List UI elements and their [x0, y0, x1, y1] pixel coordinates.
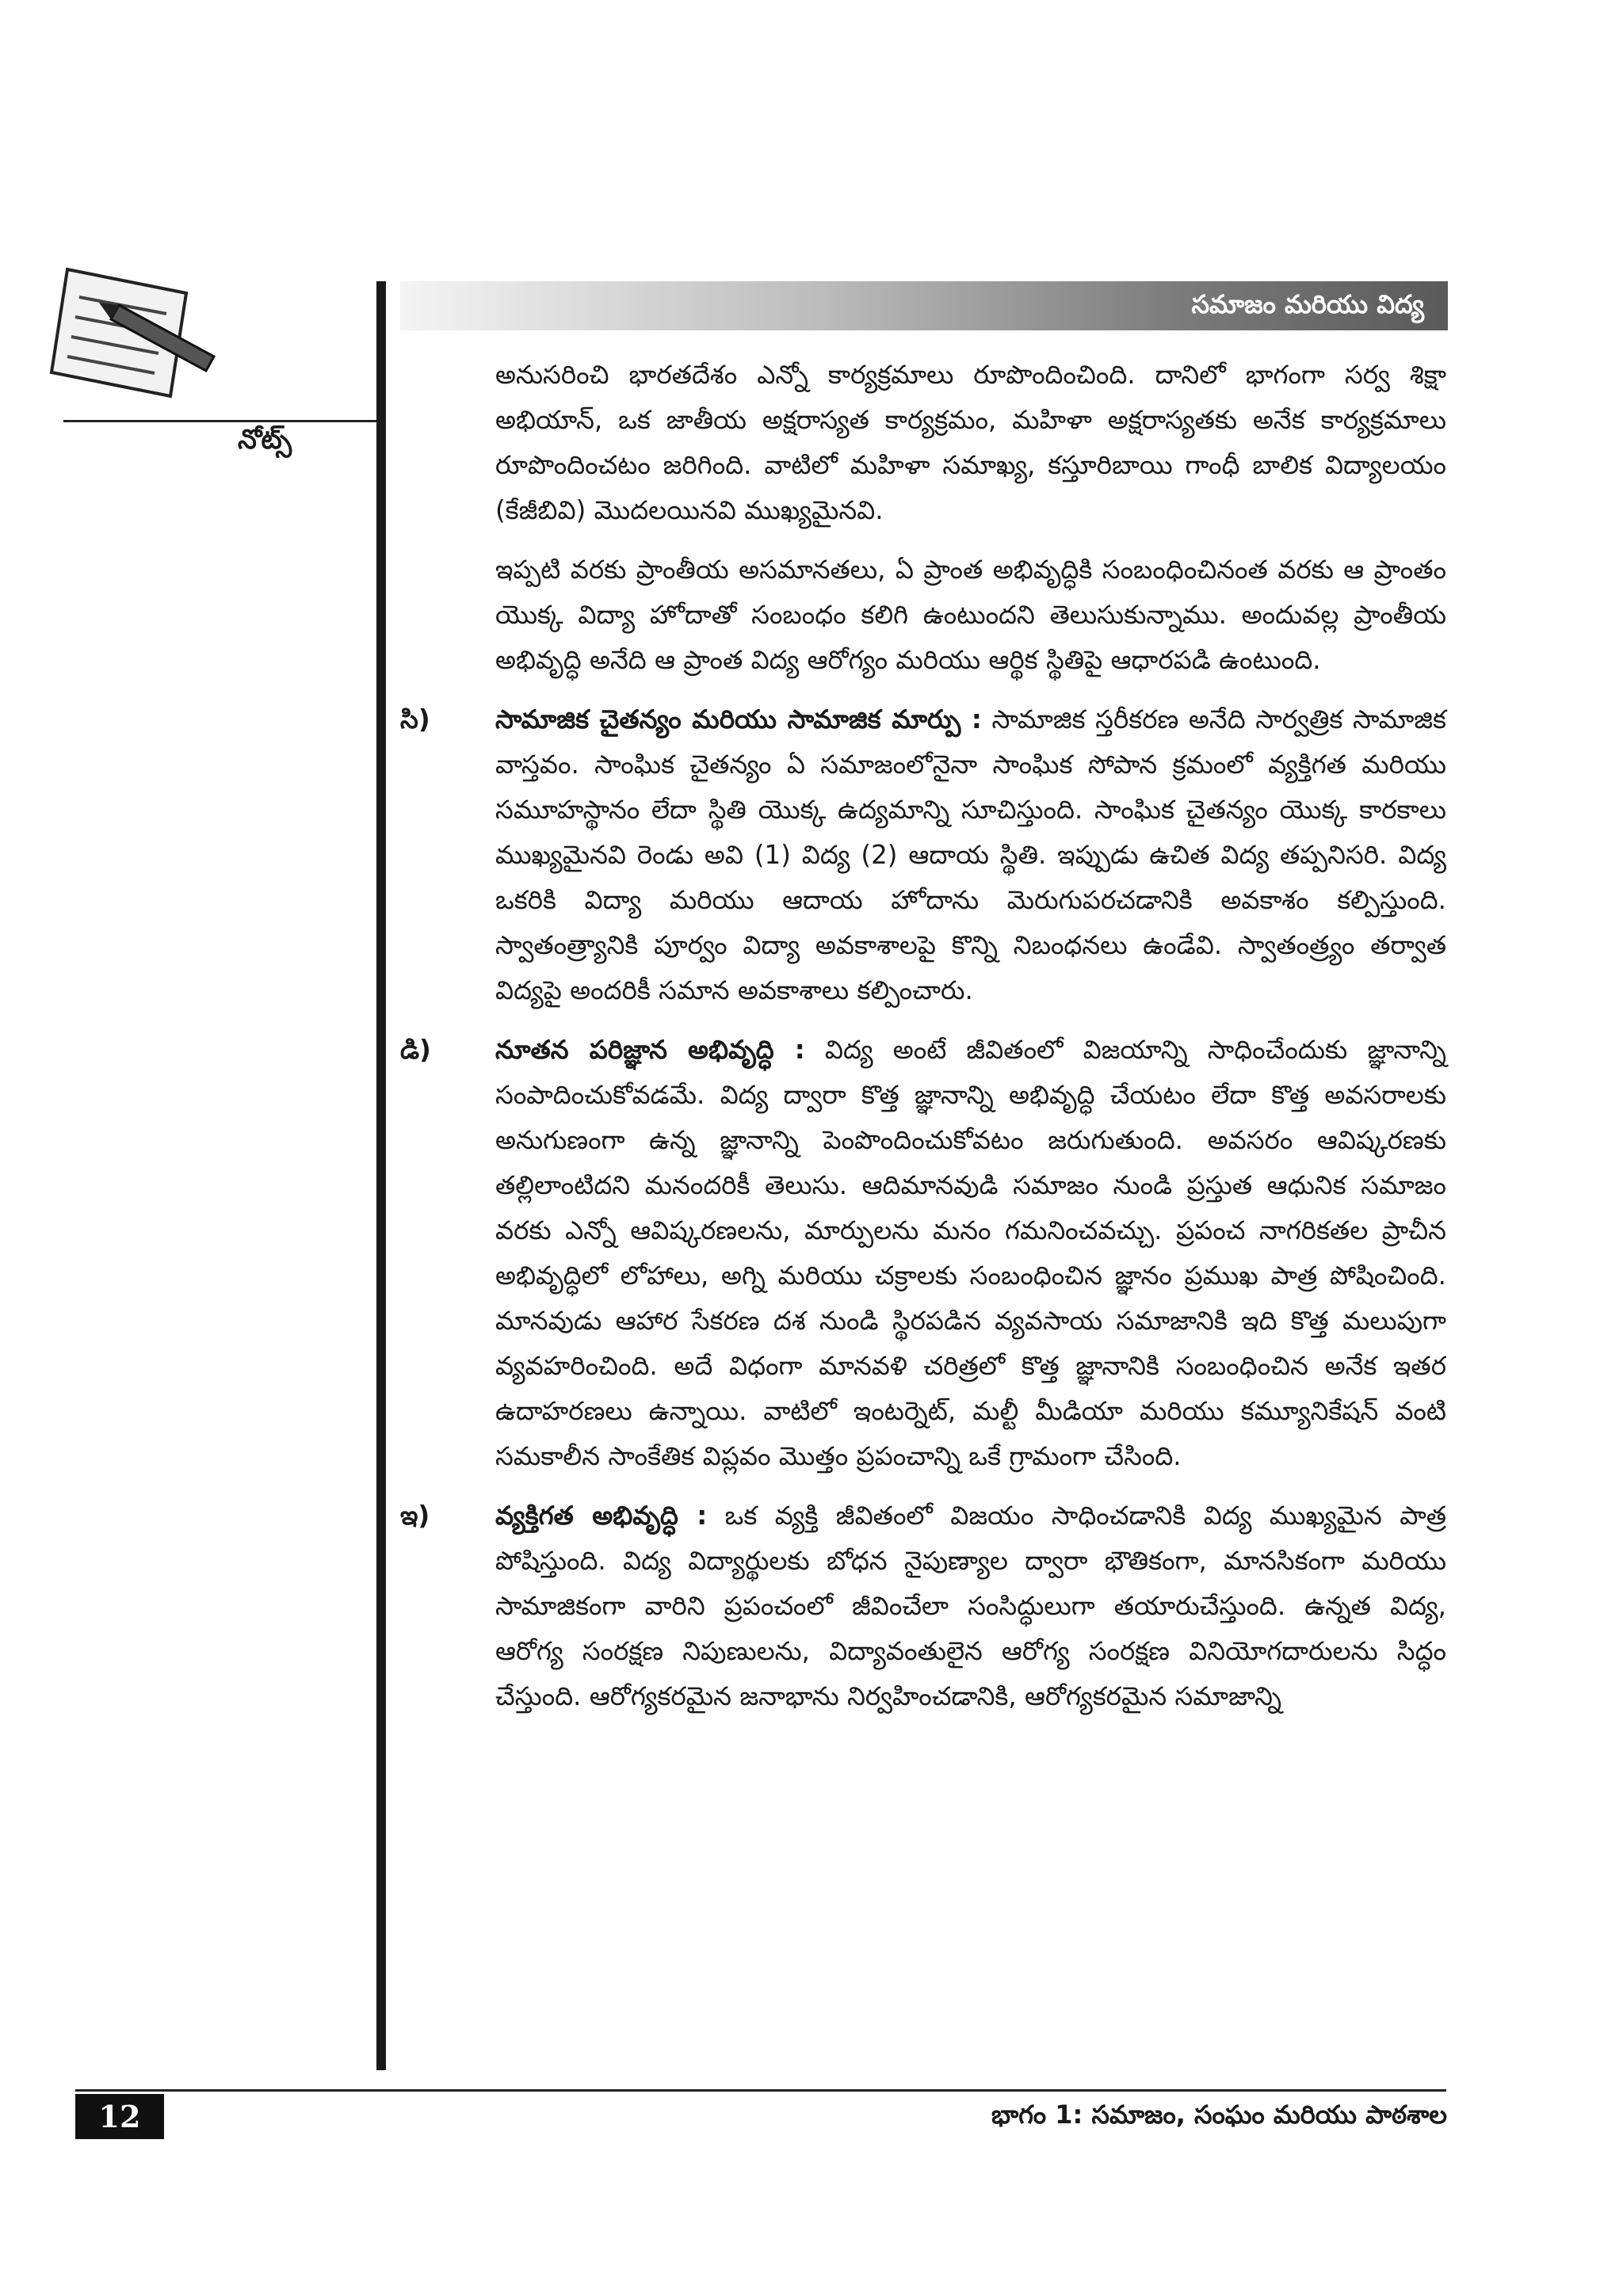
- notes-label: నోట్స్: [238, 424, 292, 456]
- list-text: విద్య అంటే జీవితంలో విజయాన్ని సాధించేందుకు జ్ఞానాన్ని సంపాదించుకోవడమే. విద్య ద్వారా కొత్త జ్ఞానాన్ని అభివృద్ధి చేయటం లేదా కొత్త అవసరాలకు అనుగుణంగా ఉన్న జ్ఞానాన్ని పెంపొందించుకోవటం జరుగుతుంది. అవసరం ఆవిష్కరణకు తల్లిలాంటిదని మనందరికీ తెలుసు. ఆదిమానవుడి సమాజం నుండి ప్రస్తుత ఆధునిక సమాజం వరకు ఎన్నో ఆవిష్కరణలను, మార్పులను మనం గమనించవచ్చు. ప్రపంచ నాగరికతల ప్రాచీన అభివృద్ధిలో లోహాలు, అగ్ని మరియు చక్రాలకు సంబంధించిన జ్ఞానం ప్రముఖ పాత్ర పోషించింది. మానవుడు ఆహార సేకరణ దశ నుండి స్థిరపడిన వ్యవసాయ సమాజానికి ఇది కొత్త మలుపుగా వ్యవహరించింది. అదే విధంగా మానవళి చరిత్రలో కొత్త జ్ఞానానికి సంబంధించిన అనేక ఇతర ఉదాహరణలు ఉన్నాయి. వాటిలో ఇంటర్నెట్, మల్టీ మీడియా మరియు కమ్యూనికేషన్ వంటి సమకాలీన సాంకేతిక విప్లవం మొత్తం ప్రపంచాన్ని ఒకే గ్రామంగా చేసింది.: [495, 1035, 1446, 1471]
- margin-divider: [376, 281, 386, 2070]
- list-text: ఒక వ్యక్తి జీవితంలో విజయం సాధించడానికి విద్య ముఖ్యమైన పాత్ర పోషిస్తుంది. విద్య విద్యార్థులకు బోధన నైపుణ్యాల ద్వారా భౌతికంగా, మానసికంగా మరియు సామాజికంగా వారిని ప్రపంచంలో జీవించేలా సంసిద్ధులుగా తయారుచేస్తుంది. ఉన్నత విద్య, ఆరోగ్య సంరక్షణ నిపుణులను, విద్యావంతులైన ఆరోగ్య సంరక్షణ వినియోగదారులను సిద్ధం చేస్తుంది. ఆరోగ్యకరమైన జనాభాను నిర్వహించడానికి, ఆరోగ్యకరమైన సమాజాన్ని: [495, 1501, 1446, 1711]
- paragraph: ఇప్పటి వరకు ప్రాంతీయ అసమానతలు, ఏ ప్రాంత అభివృద్ధికి సంబంధించినంత వరకు ఆ ప్రాంతం యొక్క విద్యా హోదాతో సంబంధం కలిగి ఉంటుందని తెలుసుకున్నాము. అందువల్ల ప్రాంతీయ అభివృద్ధి అనేది ఆ ప్రాంత విద్య ఆరోగ్యం మరియు ఆర్థిక స్థితిపై ఆధారపడి ఉంటుంది.: [495, 555, 1446, 675]
- main-content: [400, 353, 1446, 1733]
- notes-pencil-icon: [44, 261, 234, 404]
- list-item: [400, 1028, 1446, 1479]
- footer-title: భాగం 1: సమాజం, సంఘం మరియు పాఠశాల: [991, 2100, 1447, 2130]
- header-bar: [400, 281, 1448, 330]
- list-text: సామాజిక స్తరీకరణ అనేది సార్వత్రిక సామాజిక వాస్తవం. సాంఘిక చైతన్యం ఏ సమాజంలోనైనా సాంఘిక సోపాన క్రమంలో వ్యక్తిగత మరియు సమూహస్థానం లేదా స్థితి యొక్క ఉద్యమాన్ని సూచిస్తుంది. సాంఘిక చైతన్యం యొక్క కారకాలు ముఖ్యమైనవి రెండు అవి (1) విద్య (2) ఆదాయ స్థితి. ఇప్పుడు ఉచిత విద్య తప్పనిసరి. విద్య ఒకరికి విద్యా మరియు ఆదాయ హోదాను మెరుగుపరచడానికి అవకాశం కల్పిస్తుంది. స్వాతంత్ర్యానికి పూర్వం విద్యా అవకాశాలపై కొన్ని నిబంధనలు ఉండేవి. స్వాతంత్ర్యం తర్వాత విద్యపై అందరికీ సమాన అవకాశాలు కల్పించారు.: [495, 704, 1446, 1005]
- footer-rule: [75, 2089, 1446, 2092]
- list-term: వ్యక్తిగత అభివృద్ధి :: [495, 1501, 708, 1531]
- list-marker: ఇ): [400, 1501, 430, 1531]
- list-item: [400, 697, 1446, 1013]
- list-marker: డి): [400, 1035, 431, 1065]
- paragraph: అనుసరించి భారతదేశం ఎన్నో కార్యక్రమాలు రూపొందించింది. దానిలో భాగంగా సర్వ శిక్షా అభియాన్, ఒక జాతీయ అక్షరాస్యత కార్యక్రమం, మహిళా అక్షరాస్యతకు అనేక కార్యక్రమాలు రూపొందించటం జరిగింది. వాటిలో మహిళా సమాఖ్య, కస్తూరిబాయి గాంధీ బాలిక విద్యాలయం (కేజీబివి) మొదలయినవి ముఖ్యమైనవి.: [495, 360, 1446, 525]
- notes-rule: [63, 420, 376, 422]
- header-title: సమాజం మరియు విద్య: [1191, 289, 1424, 319]
- list-term: సామాజిక చైతన్యం మరియు సామాజిక మార్పు :: [495, 704, 982, 734]
- list-marker: సి): [400, 704, 430, 734]
- list-item: [400, 1493, 1446, 1719]
- page-number: 12: [75, 2094, 164, 2139]
- list-term: నూతన పరిజ్ఞాన అభివృద్ధి :: [495, 1035, 805, 1065]
